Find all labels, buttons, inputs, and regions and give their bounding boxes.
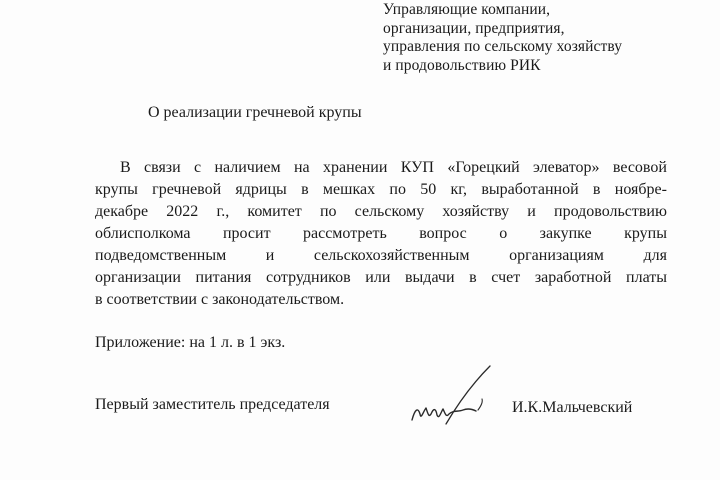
body-word: облисполкома — [95, 225, 191, 242]
body-word: ядрицы — [235, 181, 287, 198]
body-word: КУП — [400, 159, 434, 176]
body-word: выработанной — [481, 181, 579, 198]
body-word: крупы — [624, 225, 667, 242]
body-word: просит — [222, 225, 271, 242]
body-line — [95, 157, 667, 179]
body-word: гречневой — [152, 181, 222, 198]
body-word: «Горецкий — [447, 159, 520, 176]
signatory-name: И.К.Мальчевский — [512, 399, 633, 416]
body-word: по — [389, 181, 406, 198]
addressee-line: управления по сельскому хозяйству — [383, 38, 623, 55]
addressee-block — [383, 1, 703, 75]
body-word: 50 — [420, 181, 437, 198]
body-word: в — [592, 181, 601, 198]
body-word: элеватор» — [533, 159, 600, 176]
body-word: ноябре- — [614, 181, 667, 198]
letter-subject: О реализации гречневой крупы — [148, 104, 362, 121]
signatory-position: Первый заместитель председателя — [95, 396, 330, 413]
addressee-line: Управляющие компании, — [383, 1, 551, 18]
body-word: сельскому — [354, 203, 425, 220]
body-line — [95, 267, 667, 289]
body-word: мешках — [322, 181, 376, 198]
body-word: сотрудников — [266, 269, 351, 286]
body-word: сельскохозяйственным — [313, 247, 470, 264]
body-line — [95, 179, 667, 201]
body-word: хозяйству — [442, 203, 510, 220]
body-line — [95, 223, 667, 245]
body-word: 2022 — [166, 203, 199, 220]
body-word: рассмотреть — [303, 225, 387, 242]
body-word: о — [499, 225, 508, 242]
body-word: для — [643, 247, 667, 264]
body-word: в соответствии с законодательством. — [95, 291, 345, 308]
body-line — [95, 289, 667, 311]
appendix-note: Приложение: на 1 л. в 1 экз. — [95, 334, 286, 351]
body-word: декабре — [95, 203, 149, 220]
body-word: и — [265, 247, 275, 264]
body-word: счет — [491, 269, 521, 286]
addressee-line: и продовольствию РИК — [383, 56, 541, 74]
body-line — [95, 245, 667, 267]
body-word: вопрос — [419, 225, 467, 242]
letter-body — [95, 157, 667, 311]
body-word: по — [319, 203, 337, 220]
body-word: г., — [216, 203, 230, 220]
body-word: крупы — [95, 181, 138, 198]
body-word: закупке — [539, 225, 592, 242]
body-word: весовой — [612, 159, 667, 176]
body-word: в — [469, 269, 477, 286]
handwritten-signature — [408, 362, 508, 437]
body-word: организации — [95, 269, 181, 286]
body-word: на — [293, 159, 310, 176]
body-word: с — [194, 159, 202, 176]
body-word: выдачи — [405, 269, 455, 286]
body-word: платы — [626, 269, 667, 286]
body-word: питания — [195, 269, 252, 286]
body-word: В — [120, 159, 131, 176]
body-word: и — [527, 203, 536, 220]
body-word: связи — [144, 159, 181, 176]
body-word: продовольствию — [554, 203, 667, 220]
body-word: кг, — [450, 181, 468, 198]
body-word: наличием — [214, 159, 281, 176]
body-line — [95, 201, 667, 223]
body-word: подведомственным — [95, 247, 227, 264]
body-word: комитет — [247, 203, 302, 220]
addressee-line: организации, предприятия, — [383, 19, 565, 37]
body-word: заработной — [534, 269, 612, 286]
body-word: в — [301, 181, 309, 198]
body-word: или — [365, 269, 391, 286]
body-word: хранении — [322, 159, 388, 176]
body-word: организациям — [509, 247, 604, 264]
